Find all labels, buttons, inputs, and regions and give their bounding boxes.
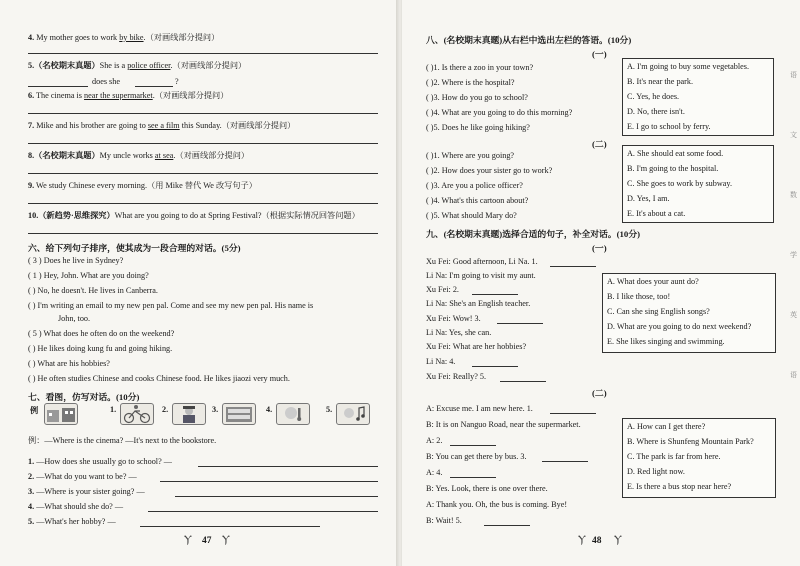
- answer-line[interactable]: [550, 266, 596, 267]
- q-underlined: by bike: [119, 33, 144, 42]
- dialogue-line: A: 4.: [426, 468, 443, 477]
- match-question[interactable]: [426, 166, 552, 176]
- example-label: 例: [30, 406, 39, 415]
- q-number: 4.: [28, 502, 35, 511]
- example-dialogue: 例：—Where is the cinema? —It's next to the bookstore.: [28, 436, 217, 445]
- question-8: [28, 151, 249, 161]
- q-number: 5.: [28, 517, 35, 526]
- question-4: [28, 33, 219, 43]
- q-underlined: police officer: [127, 61, 171, 70]
- answer-paren[interactable]: ( ): [426, 151, 434, 160]
- order-paren[interactable]: ( ): [28, 359, 36, 368]
- q-text: ?: [175, 77, 179, 86]
- q-number: 2.: [28, 472, 35, 481]
- q-text: 3. Are you a police officer?: [433, 181, 523, 190]
- order-paren[interactable]: ( 1 ): [28, 271, 42, 280]
- dialogue-line: A: Thank you. Oh, the bus is coming. Bye!: [426, 500, 568, 509]
- q-text: 1. Where are you going?: [433, 151, 515, 160]
- picture-number: 4.: [266, 405, 273, 414]
- order-item[interactable]: [28, 374, 290, 384]
- order-text: Does he live in Sydney?: [43, 256, 124, 265]
- tree-ornament-icon: Ⲩ: [184, 534, 192, 546]
- page-47: [0, 0, 398, 566]
- q-tag: （新趋势·思维探究）: [38, 211, 115, 220]
- question-5: [28, 61, 246, 71]
- q-number: 8.: [28, 151, 35, 160]
- option: D. No, there isn't.: [627, 107, 685, 116]
- answer-line[interactable]: [500, 381, 546, 382]
- cinema-bookstore-picture: [44, 403, 78, 425]
- dialogue-item: [28, 457, 172, 467]
- question-10: [28, 211, 360, 221]
- option: C. The park is far from here.: [627, 452, 721, 461]
- part-label: (二): [592, 388, 607, 398]
- picture-number: 3.: [212, 405, 219, 414]
- answer-paren[interactable]: ( ): [426, 93, 434, 102]
- q-text: 2. Where is the hospital?: [433, 78, 515, 87]
- answer-paren[interactable]: ( ): [426, 196, 434, 205]
- dialogue-item: [28, 472, 137, 482]
- answer-line[interactable]: [550, 413, 596, 414]
- order-text: What are his hobbies?: [37, 359, 110, 368]
- q-text: —What's her hobby? —: [36, 517, 116, 526]
- q-instruction: .（对画线部分提问）: [170, 61, 247, 70]
- q-underlined: see a film: [147, 121, 180, 130]
- bookshelf-icon: [223, 404, 255, 424]
- dialogue-line: Li Na: 4.: [426, 357, 456, 366]
- answer-line[interactable]: [160, 481, 378, 482]
- order-item[interactable]: [28, 329, 174, 339]
- q-instruction: .（对画线部分提问）: [173, 151, 250, 160]
- order-text: I'm writing an email to my new pen pal. Come and see my new pen pal. His name is: [37, 301, 314, 310]
- library-picture: [222, 403, 256, 425]
- dialogue-line: Xu Fei: What are her hobbies?: [426, 342, 527, 351]
- option: D. What are you going to do next weekend?: [607, 322, 752, 331]
- section-8-title: 八、(名校期末真题)从右栏中选出左栏的答语。(10分): [426, 35, 632, 45]
- q-number: 10.: [28, 211, 39, 220]
- order-item[interactable]: [28, 271, 149, 281]
- order-paren[interactable]: ( ): [28, 374, 36, 383]
- option: E. Is there a bus stop near here?: [627, 482, 732, 491]
- answer-line[interactable]: [135, 86, 173, 87]
- thermometer-icon: [277, 404, 309, 424]
- match-question[interactable]: [426, 151, 514, 161]
- section-9-title: 九、(名校期末真题)选择合适的句子，补全对话。(10分): [426, 229, 641, 239]
- q-text: 5. What should Mary do?: [433, 211, 517, 220]
- police-picture: [172, 403, 206, 425]
- dialogue-line: Xu Fei: Really? 5.: [426, 372, 487, 381]
- option: C. Yes, he does.: [627, 92, 680, 101]
- answer-line[interactable]: [28, 233, 378, 234]
- q-number: 1.: [28, 457, 35, 466]
- match-question[interactable]: [426, 196, 528, 206]
- option: E. She likes singing and swimming.: [607, 337, 725, 346]
- question-7: [28, 121, 295, 131]
- sick-girl-picture: [276, 403, 310, 425]
- answer-line[interactable]: [484, 525, 530, 526]
- dialogue-line: B: Yes. Look, there is one over there.: [426, 484, 548, 493]
- answer-paren[interactable]: ( ): [426, 108, 434, 117]
- girl-bike-picture: [120, 403, 154, 425]
- answer-options-box: [602, 273, 776, 353]
- q-underlined: at sea: [154, 151, 174, 160]
- q-text: Mike and his brother are going to: [36, 121, 148, 130]
- side-tab-text: 英: [790, 311, 797, 319]
- page-48: [402, 0, 800, 566]
- order-item[interactable]: [28, 301, 313, 311]
- option: B. Where is Shunfeng Mountain Park?: [627, 437, 754, 446]
- order-text: What does he often do on the weekend?: [43, 329, 175, 338]
- match-question[interactable]: [426, 123, 530, 133]
- q-instruction: this Sunday.（对画线部分提问）: [179, 121, 296, 130]
- order-paren[interactable]: ( 3 ): [28, 256, 42, 265]
- q-text: What are you going to do at Spring Festival?（根据实际情况回答问题）: [114, 211, 360, 220]
- answer-paren[interactable]: ( ): [426, 181, 434, 190]
- dialogue-line: Xu Fei: Wow! 3.: [426, 314, 481, 323]
- dialogue-item: [28, 517, 116, 527]
- order-item[interactable]: [28, 359, 110, 369]
- match-question[interactable]: [426, 211, 517, 221]
- side-tab-text: 学: [790, 251, 797, 259]
- music-note-icon: [337, 404, 369, 424]
- answer-line[interactable]: [28, 113, 378, 114]
- q-text: 2. How does your sister go to work?: [433, 166, 553, 175]
- dialogue-item: [28, 487, 145, 497]
- answer-line[interactable]: [28, 173, 378, 174]
- answer-paren[interactable]: ( ): [426, 211, 434, 220]
- answer-options-box: [622, 145, 774, 223]
- order-paren[interactable]: ( ): [28, 301, 36, 310]
- section-6-title: 六、给下列句子排序，使其成为一段合理的对话。(5分): [28, 243, 241, 253]
- dialogue-line: B: Wait! 5.: [426, 516, 462, 525]
- match-question[interactable]: [426, 93, 528, 103]
- order-item[interactable]: [28, 344, 172, 354]
- page-number: 48: [592, 536, 602, 546]
- q-text: does she: [92, 77, 120, 86]
- dialogue-line: Li Na: She's an English teacher.: [426, 299, 531, 308]
- building-icon: [45, 404, 77, 424]
- option: E. It's about a cat.: [627, 209, 686, 218]
- part-label: (二): [592, 139, 607, 149]
- answer-line[interactable]: [28, 143, 378, 144]
- q-number: 7.: [28, 121, 35, 130]
- picture-number: 5.: [326, 405, 333, 414]
- q-text: —What should she do? —: [36, 502, 124, 511]
- dialogue-line: A: 2.: [426, 436, 443, 445]
- order-text-cont: John, too.: [58, 314, 91, 323]
- q-text: —What do you want to be? —: [36, 472, 137, 481]
- match-question[interactable]: [426, 63, 533, 73]
- order-paren[interactable]: ( 5 ): [28, 329, 42, 338]
- q-number: 6.: [28, 91, 35, 100]
- answer-line[interactable]: [28, 203, 378, 204]
- bike-icon: [121, 404, 153, 424]
- option: C. She goes to work by subway.: [627, 179, 732, 188]
- side-tab-text: 文: [790, 131, 797, 139]
- q-number: 4.: [28, 33, 35, 42]
- q-text: —Where is your sister going? —: [36, 487, 145, 496]
- tree-ornament-icon: Ⲩ: [222, 534, 230, 546]
- option: C. Can she sing English songs?: [607, 307, 710, 316]
- match-question[interactable]: [426, 181, 523, 191]
- q-number: 3.: [28, 487, 35, 496]
- dialogue-line: Xu Fei: Good afternoon, Li Na. 1.: [426, 257, 538, 266]
- answer-options-box: [622, 418, 776, 498]
- q-number: 5.: [28, 61, 35, 70]
- match-question[interactable]: [426, 108, 572, 118]
- order-item[interactable]: [28, 286, 158, 296]
- q-text: The cinema is: [36, 91, 85, 100]
- order-text: He likes doing kung fu and going hiking.: [37, 344, 173, 353]
- dialogue-line: Xu Fei: 2.: [426, 285, 459, 294]
- dialogue-line: Li Na: Yes, she can.: [426, 328, 492, 337]
- order-text: Hey, John. What are you doing?: [43, 271, 149, 280]
- option: B. It's near the park.: [627, 77, 694, 86]
- order-item[interactable]: [28, 256, 123, 266]
- dialogue-line: B: You can get there by bus. 3.: [426, 452, 527, 461]
- option: D. Red light now.: [627, 467, 685, 476]
- q-number: 9.: [28, 181, 35, 190]
- answer-line[interactable]: [198, 466, 378, 467]
- order-paren[interactable]: ( ): [28, 286, 36, 295]
- answer-line[interactable]: [497, 323, 543, 324]
- q-text: My uncle works: [99, 151, 155, 160]
- tree-ornament-icon: Ⲩ: [578, 534, 586, 546]
- part-label: (一): [592, 49, 607, 59]
- option: A. How can I get there?: [627, 422, 706, 431]
- answer-line[interactable]: [472, 366, 518, 367]
- answer-paren[interactable]: ( ): [426, 63, 434, 72]
- match-question[interactable]: [426, 78, 515, 88]
- section-7-title: 七、看图，仿写对话。(10分): [28, 392, 140, 402]
- picture-number: 1.: [110, 405, 117, 414]
- answer-paren[interactable]: ( ): [426, 166, 434, 175]
- q-text: —How does she usually go to school? —: [36, 457, 172, 466]
- question-9: [28, 181, 257, 191]
- side-tab-text: 语: [790, 71, 797, 79]
- order-text: He often studies Chinese and cooks Chinese food. He likes jiaozi very much.: [37, 374, 290, 383]
- answer-line[interactable]: [140, 526, 320, 527]
- q-text: My mother goes to work: [36, 33, 120, 42]
- q-text: We study Chinese every morning.（用 Mike 替代 We 改写句子）: [36, 181, 257, 190]
- q-tag: （名校期末真题）: [34, 151, 100, 160]
- question-6: [28, 91, 228, 101]
- q-text: She is a: [99, 61, 128, 70]
- option: E. I go to school by ferry.: [627, 122, 711, 131]
- answer-line[interactable]: [450, 477, 496, 478]
- police-officer-icon: [173, 404, 205, 424]
- order-paren[interactable]: ( ): [28, 344, 36, 353]
- option: A. She should eat some food.: [627, 149, 724, 158]
- q-tag: （名校期末真题）: [34, 61, 100, 70]
- dialogue-item: [28, 502, 123, 512]
- q-instruction: .（对画线部分提问）: [143, 33, 220, 42]
- dialogue-line: A: Excuse me. I am new here. 1.: [426, 404, 533, 413]
- answer-line[interactable]: [28, 53, 378, 54]
- q-text: 1. Is there a zoo in your town?: [433, 63, 534, 72]
- answer-line[interactable]: [28, 86, 88, 87]
- answer-paren[interactable]: ( ): [426, 123, 434, 132]
- q-instruction: .（对画线部分提问）: [152, 91, 229, 100]
- dialogue-line: B: It is on Nanguo Road, near the supermarket.: [426, 420, 581, 429]
- option: A. What does your aunt do?: [607, 277, 699, 286]
- answer-line[interactable]: [472, 294, 518, 295]
- side-tab-text: 数: [790, 191, 797, 199]
- tree-ornament-icon: Ⲩ: [614, 534, 622, 546]
- q-text: 4. What are you going to do this morning?: [433, 108, 573, 117]
- picture-number: 2.: [162, 405, 169, 414]
- part-label: (一): [592, 243, 607, 253]
- answer-line[interactable]: [450, 445, 496, 446]
- q-text: 5. Does he like going hiking?: [433, 123, 530, 132]
- option: A. I'm going to buy some vegetables.: [627, 62, 749, 71]
- dialogue-line: Li Na: I'm going to visit my aunt.: [426, 271, 536, 280]
- order-text: No, he doesn't. He lives in Canberra.: [37, 286, 158, 295]
- answer-line[interactable]: [175, 496, 378, 497]
- option: B. I like those, too!: [607, 292, 671, 301]
- side-tab-text: 语: [790, 371, 797, 379]
- q-underlined: near the supermarket: [84, 91, 153, 100]
- answer-line[interactable]: [148, 511, 378, 512]
- singing-girl-picture: [336, 403, 370, 425]
- page-number: 47: [202, 536, 212, 546]
- answer-line[interactable]: [542, 461, 588, 462]
- answer-paren[interactable]: ( ): [426, 78, 434, 87]
- option: D. Yes, I am.: [627, 194, 670, 203]
- option: B. I'm going to the hospital.: [627, 164, 719, 173]
- q-text: 4. What's this cartoon about?: [433, 196, 529, 205]
- q-text: 3. How do you go to school?: [433, 93, 528, 102]
- answer-options-box: [622, 58, 774, 136]
